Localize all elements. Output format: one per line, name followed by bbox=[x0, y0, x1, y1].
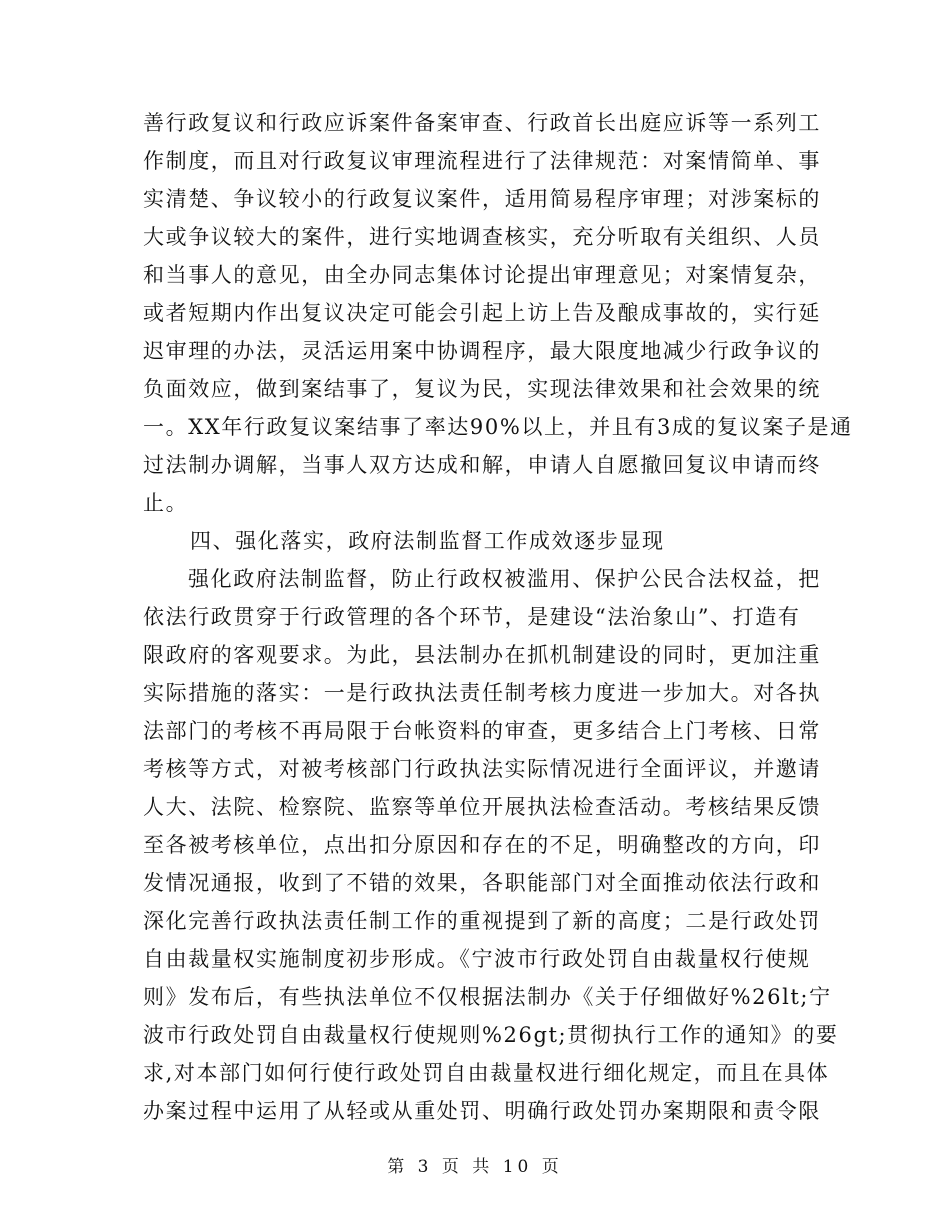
paragraph-line: 或者短期内作出复议决定可能会引起上访上告及酿成事故的，实行延 bbox=[143, 301, 821, 325]
paragraph-line: 至各被考核单位，点出扣分原因和存在的不足，明确整改的方向，印 bbox=[143, 833, 821, 857]
paragraph-line: 深化完善行政执法责任制工作的重视提到了新的高度；二是行政处罚 bbox=[143, 909, 821, 933]
paragraph-line: 波市行政处罚自由裁量权行使规则%26gt;贯彻执行工作的通知》的要 bbox=[143, 1023, 839, 1047]
paragraph-line: 迟审理的办法，灵活运用案中协调程序，最大限度地减少行政争议的 bbox=[143, 339, 821, 363]
paragraph-line: 止。 bbox=[143, 491, 189, 515]
section-heading: 四、强化落实，政府法制监督工作成效逐步显现 bbox=[190, 529, 665, 553]
paragraph-line: 考核等方式，对被考核部门行政执法实际情况进行全面评议，并邀请 bbox=[143, 757, 821, 781]
paragraph-line: 依法行政贯穿于行政管理的各个环节，是建设“法治象山”、打造有 bbox=[143, 605, 801, 629]
paragraph-line: 作制度，而且对行政复议审理流程进行了法律规范：对案情简单、事 bbox=[143, 149, 821, 173]
paragraph-line: 和当事人的意见，由全办同志集体讨论提出审理意见；对案情复杂， bbox=[143, 263, 821, 287]
paragraph-line: 实际措施的落实：一是行政执法责任制考核力度进一步加大。对各执 bbox=[143, 681, 821, 705]
paragraph-line: 一。XX年行政复议案结事了率达90%以上，并且有3成的复议案子是通 bbox=[143, 415, 853, 439]
paragraph-line: 善行政复议和行政应诉案件备案审查、行政首长出庭应诉等一系列工 bbox=[143, 111, 821, 135]
paragraph-line: 自由裁量权实施制度初步形成。《宁波市行政处罚自由裁量权行使规 bbox=[143, 947, 811, 971]
paragraph-line: 法部门的考核不再局限于台帐资料的审查，更多结合上门考核、日常 bbox=[143, 719, 821, 743]
paragraph-line: 办案过程中运用了从轻或从重处罚、明确行政处罚办案期限和责令限 bbox=[143, 1099, 821, 1123]
paragraph-line: 发情况通报，收到了不错的效果，各职能部门对全面推动依法行政和 bbox=[143, 871, 821, 895]
paragraph-line: 人大、法院、检察院、监察等单位开展执法检查活动。考核结果反馈 bbox=[143, 795, 821, 819]
paragraph-line: 则》发布后，有些执法单位不仅根据法制办《关于仔细做好%26lt;宁 bbox=[143, 985, 832, 1009]
paragraph-line: 负面效应，做到案结事了，复议为民，实现法律效果和社会效果的统 bbox=[143, 377, 821, 401]
page-number-footer: 第 3 页 共 10 页 bbox=[387, 1157, 563, 1177]
paragraph-line: 实清楚、争议较小的行政复议案件，适用简易程序审理；对涉案标的 bbox=[143, 187, 821, 211]
paragraph-line: 过法制办调解，当事人双方达成和解，申请人自愿撤回复议申请而终 bbox=[143, 453, 821, 477]
paragraph-line: 限政府的客观要求。为此，县法制办在抓机制建设的同时，更加注重 bbox=[143, 643, 821, 667]
paragraph-line: 求,对本部门如何行使行政处罚自由裁量权进行细化规定，而且在具体 bbox=[143, 1061, 830, 1085]
paragraph-line: 强化政府法制监督，防止行政权被滥用、保护公民合法权益，把 bbox=[188, 567, 821, 591]
paragraph-line: 大或争议较大的案件，进行实地调查核实，充分听取有关组织、人员 bbox=[143, 225, 821, 249]
